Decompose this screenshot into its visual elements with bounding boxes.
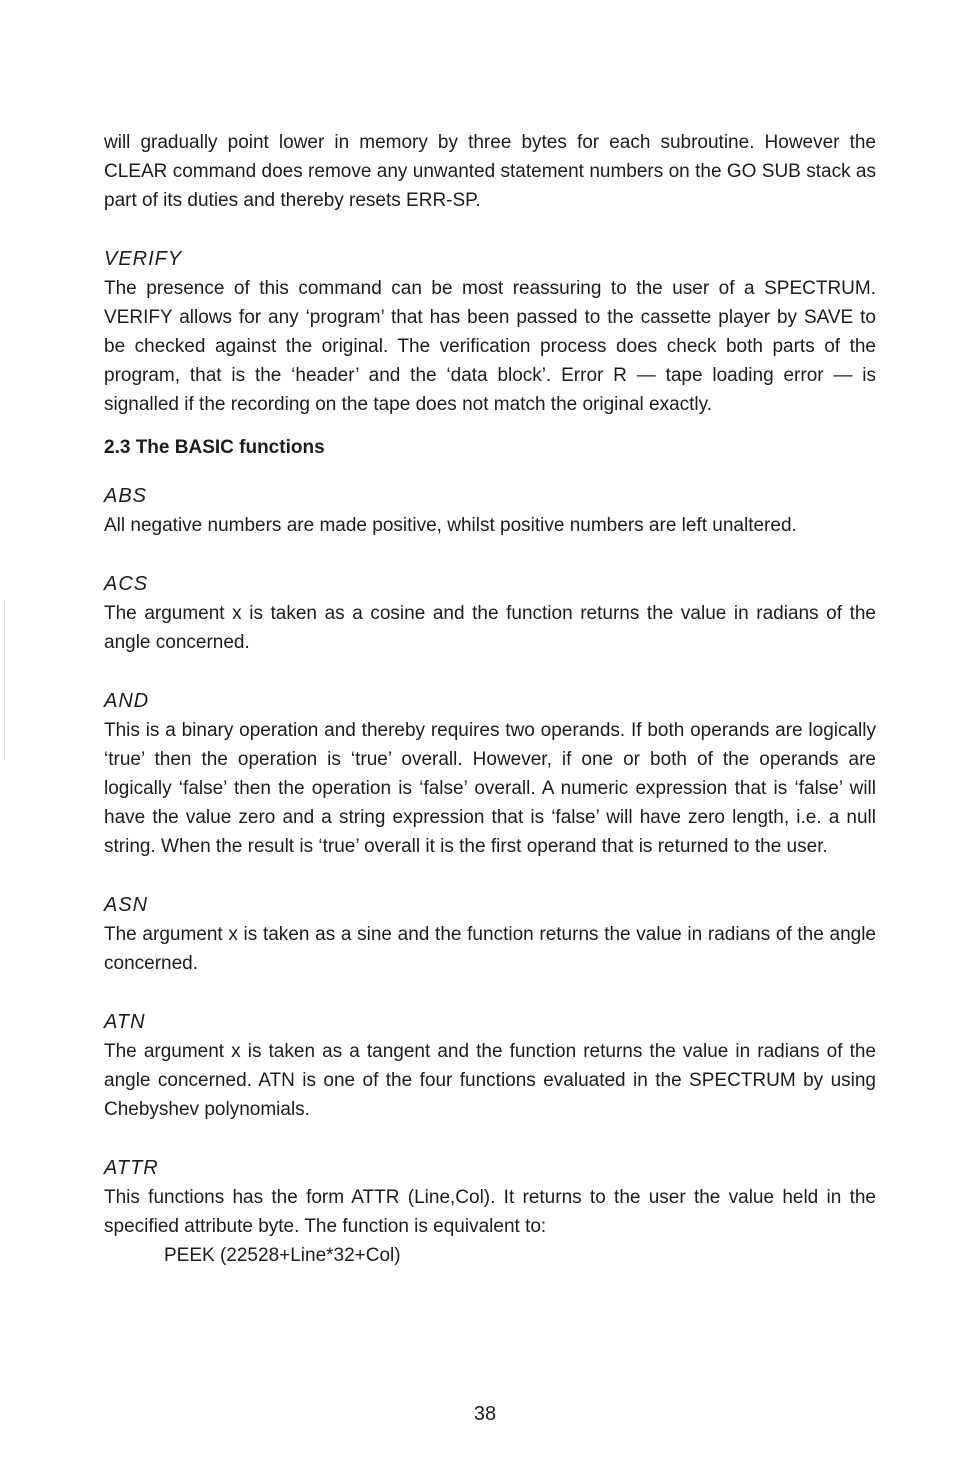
atn-paragraph: The argument x is taken as a tangent and the function returns the value in radians of the angle concerned. ATN is one of the four functions evaluated in the SPECTRUM by using Chebyshev polynomials. xyxy=(104,1041,876,1120)
attr-paragraph: This functions has the form ATTR (Line,Col). It returns to the user the value held in the specified attribute byte. The function is equivalent to: xyxy=(104,1187,876,1237)
acs-heading: ACS xyxy=(104,573,149,595)
intro-paragraph: will gradually point lower in memory by three bytes for each subroutine. However the CLEAR command does remove any unwanted statement numbers on the GO SUB stack as part of its duties and thereby resets ERR-SP. xyxy=(104,132,876,211)
spacer xyxy=(104,657,876,687)
spacer xyxy=(104,419,876,433)
atn-heading: ATN xyxy=(104,1011,146,1033)
asn-heading: ASN xyxy=(104,894,149,916)
spacer xyxy=(104,215,876,245)
spacer xyxy=(104,462,876,482)
verify-paragraph: The presence of this command can be most reassuring to the user of a SPECTRUM. VERIFY allows for any ‘program’ that has been passed to the cassette player by SAVE to be checked against the original. The verification process does check both parts of the program, that is the ‘header’ and the ‘data block’. Error R — tape loading error — is signalled if the recording on the tape does not match the original exactly. xyxy=(104,278,876,415)
spacer xyxy=(104,1124,876,1154)
page-edge-mark xyxy=(4,600,5,760)
acs-paragraph: The argument x is taken as a cosine and the function returns the value in radians of the angle concerned. xyxy=(104,603,876,653)
attr-code-line: PEEK (22528+Line*32+Col) xyxy=(164,1245,401,1266)
abs-heading: ABS xyxy=(104,485,148,507)
section-title: 2.3 The BASIC functions xyxy=(104,437,325,458)
verify-heading: VERIFY xyxy=(104,248,183,270)
spacer xyxy=(104,978,876,1008)
page-number: 38 xyxy=(473,1403,497,1425)
spacer xyxy=(104,861,876,891)
spacer xyxy=(104,540,876,570)
attr-heading: ATTR xyxy=(104,1157,159,1179)
asn-paragraph: The argument x is taken as a sine and the function returns the value in radians of the angle concerned. xyxy=(104,924,876,974)
and-paragraph: This is a binary operation and thereby requires two operands. If both operands are logically ‘true’ then the operation is ‘true’ overall. However, if one or both of the operands are logically ‘false’ then the operation is ‘false’ overall. A numeric expression that is ‘false’ will have the value zero and a string expression that is ‘false’ will have zero length, i.e. a null string. When the result is ‘true’ overall it is the first operand that is returned to the user. xyxy=(104,720,876,857)
and-heading: AND xyxy=(104,690,150,712)
page-content xyxy=(104,128,876,1270)
abs-paragraph: All negative numbers are made positive, whilst positive numbers are left unaltered. xyxy=(104,515,797,536)
